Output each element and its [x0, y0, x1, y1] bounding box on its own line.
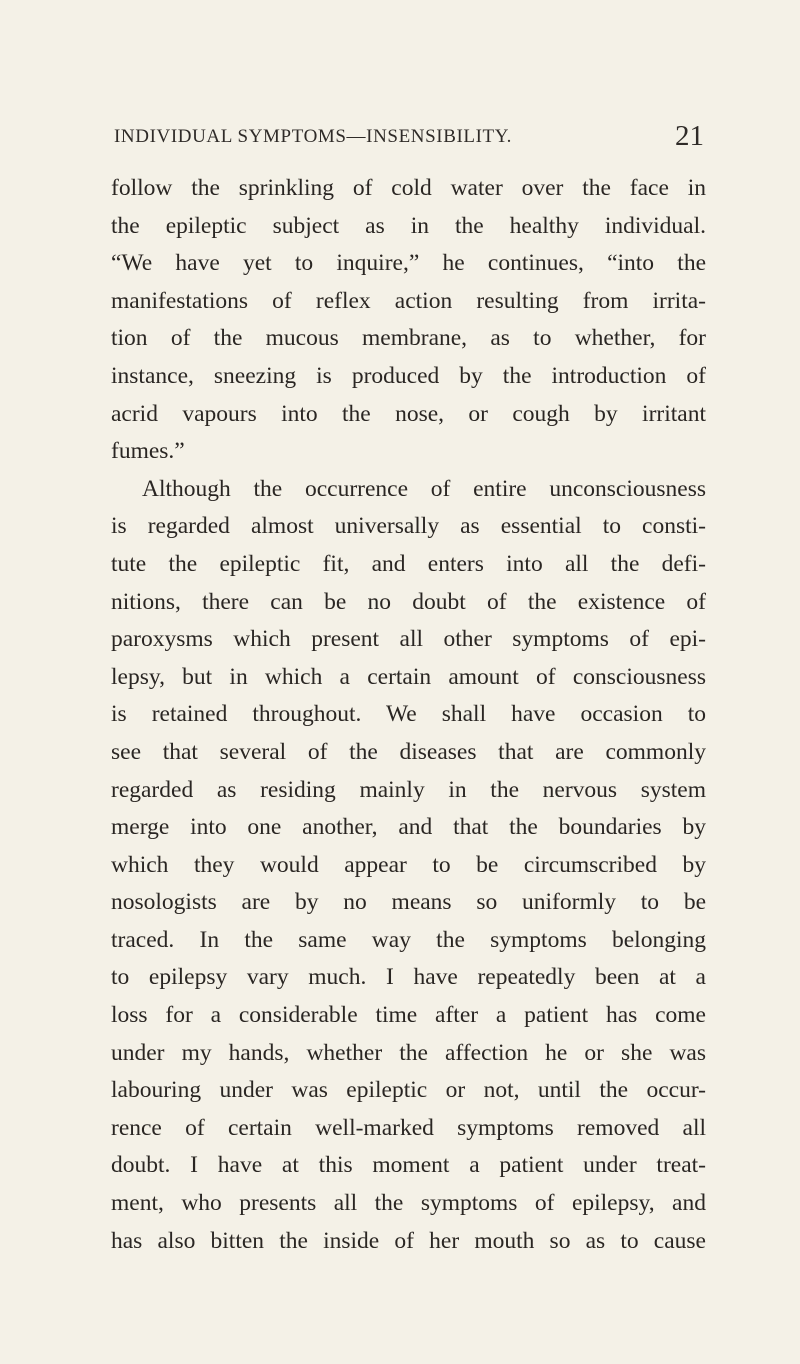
text-line: regarded as residing mainly in the nervous system [111, 776, 706, 803]
text-line: instance, sneezing is produced by the introduction of [111, 362, 706, 389]
running-head: INDIVIDUAL SYMPTOMS—INSENSIBILITY. [114, 126, 512, 147]
text-line: ment, who presents all the symptoms of epilepsy, and [111, 1190, 706, 1217]
text-line: acrid vapours into the nose, or cough by irritant [111, 400, 706, 427]
text-line: follow the sprinkling of cold water over the face in [111, 175, 706, 201]
page-number: 21 [675, 120, 704, 152]
text-line: has also bitten the inside of her mouth so as to cause [111, 1227, 706, 1254]
text-line: lepsy, but in which a certain amount of consciousness [111, 663, 706, 690]
text-line: nosologists are by no means so uniformly to be [111, 889, 706, 916]
text-line: paroxysms which present all other symptoms of epi- [111, 626, 706, 653]
text-line: is retained throughout. We shall have occasion to [111, 701, 706, 728]
text-line: under my hands, whether the affection he or she was [111, 1039, 706, 1066]
text-line: fumes.” [111, 438, 185, 465]
text-line: see that several of the diseases that are commonly [111, 738, 706, 765]
text-line: “We have yet to inquire,” he continues, “into the [111, 250, 706, 277]
text-line: tute the epileptic fit, and enters into all the defi- [111, 550, 706, 577]
text-line: Although the occurrence of entire unconsciousness [142, 475, 706, 502]
page-header [108, 120, 704, 158]
text-line: to epilepsy vary much. I have repeatedly been at a [111, 964, 706, 991]
text-line: loss for a considerable time after a patient has come [111, 1002, 706, 1029]
text-line: the epileptic subject as in the healthy individual. [111, 212, 706, 239]
text-line: traced. In the same way the symptoms belonging [111, 926, 706, 953]
text-line: merge into one another, and that the boundaries by [111, 814, 706, 841]
text-line: labouring under was epileptic or not, until the occur- [111, 1077, 706, 1104]
text-line: manifestations of reflex action resulting from irrita- [111, 287, 706, 314]
text-line: rence of certain well-marked symptoms removed all [111, 1114, 706, 1141]
text-line: nitions, there can be no doubt of the existence of [111, 588, 706, 615]
body-text [111, 170, 706, 1260]
text-line: doubt. I have at this moment a patient under treat- [111, 1152, 706, 1179]
text-line: is regarded almost universally as essential to consti- [111, 513, 706, 540]
text-line: tion of the mucous membrane, as to whether, for [111, 325, 706, 352]
text-line: which they would appear to be circumscribed by [111, 851, 706, 878]
